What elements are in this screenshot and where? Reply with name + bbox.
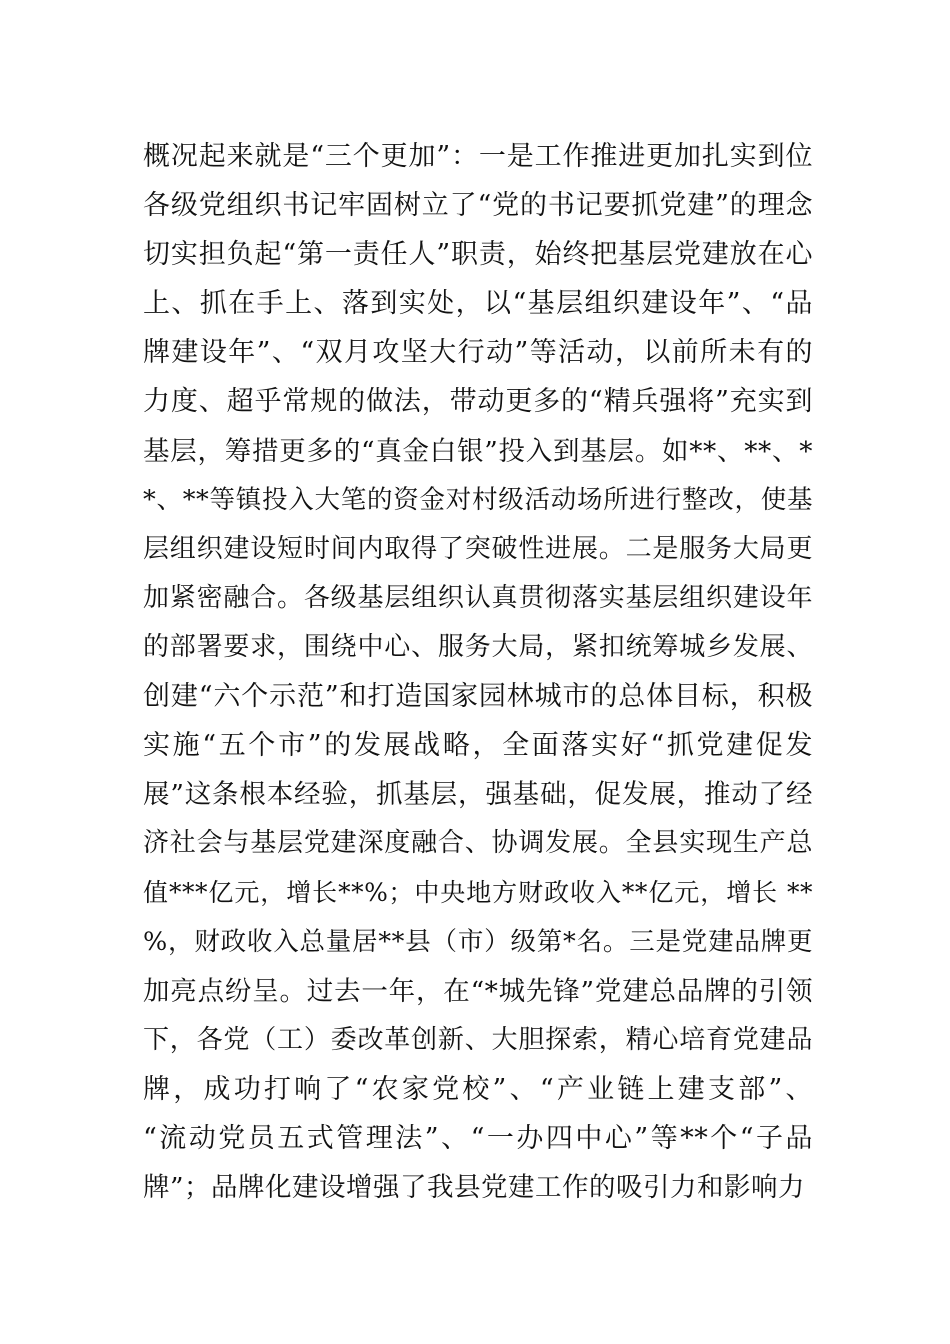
text-line: 基层，筹措更多的“真金白银”投入到基层。如**、**、* — [143, 435, 813, 467]
text-line: 济社会与基层党建深度融合、协调发展。全县实现生产总 — [143, 828, 813, 859]
text-line: 加亮点纷呈。过去一年，在“*城先锋”党建总品牌的引领 — [143, 975, 813, 1007]
text-line: 牌”；品牌化建设增强了我县党建工作的吸引力和影响力 — [143, 1171, 806, 1203]
text-line: 加紧密融合。各级基层组织认真贯彻落实基层组织建设年 — [143, 582, 813, 613]
text-line: 牌建设年”、“双月攻坚大行动”等活动，以前所未有的 — [143, 337, 813, 369]
text-line: %，财政收入总量居**县（市）级第*名。三是党建品牌更 — [143, 926, 813, 957]
text-line: 上、抓在手上、落到实处，以“基层组织建设年”、“品 — [143, 288, 813, 320]
text-line: 实施“五个市”的发展战略，全面落实好“抓党建促发 — [143, 730, 813, 762]
text-line: 创建“六个示范”和打造国家园林城市的总体目标，积极 — [143, 681, 813, 713]
text-line: *、**等镇投入大笔的资金对村级活动场所进行整改，使基 — [143, 484, 813, 515]
text-line: 的部署要求，围绕中心、服务大局，紧扣统筹城乡发展、 — [143, 631, 813, 662]
text-line: 概况起来就是“三个更加”：一是工作推进更加扎实到位 — [143, 141, 813, 172]
text-line: 下，各党（工）委改革创新、大胆探索，精心培育党建品 — [143, 1024, 813, 1055]
text-line: 层组织建设短时间内取得了突破性进展。二是服务大局更 — [143, 533, 813, 564]
text-line: 切实担负起“第一责任人”职责，始终把基层党建放在心 — [143, 239, 813, 271]
text-line: 各级党组织书记牢固树立了“党的书记要抓党建”的理念 — [143, 190, 813, 222]
text-line: 展”这条根本经验，抓基层，强基础，促发展，推动了经 — [143, 779, 813, 811]
text-line: “流动党员五式管理法”、“一办四中心”等**个“子品 — [143, 1122, 813, 1154]
body-paragraph — [143, 132, 813, 1212]
text-line: 值***亿元，增长**%；中央地方财政收入**亿元，增长 ** — [143, 878, 813, 908]
text-line: 力度、超乎常规的做法，带动更多的“精兵强将”充实到 — [143, 386, 813, 418]
text-line: 牌，成功打响了“农家党校”、“产业链上建支部”、 — [143, 1073, 813, 1105]
